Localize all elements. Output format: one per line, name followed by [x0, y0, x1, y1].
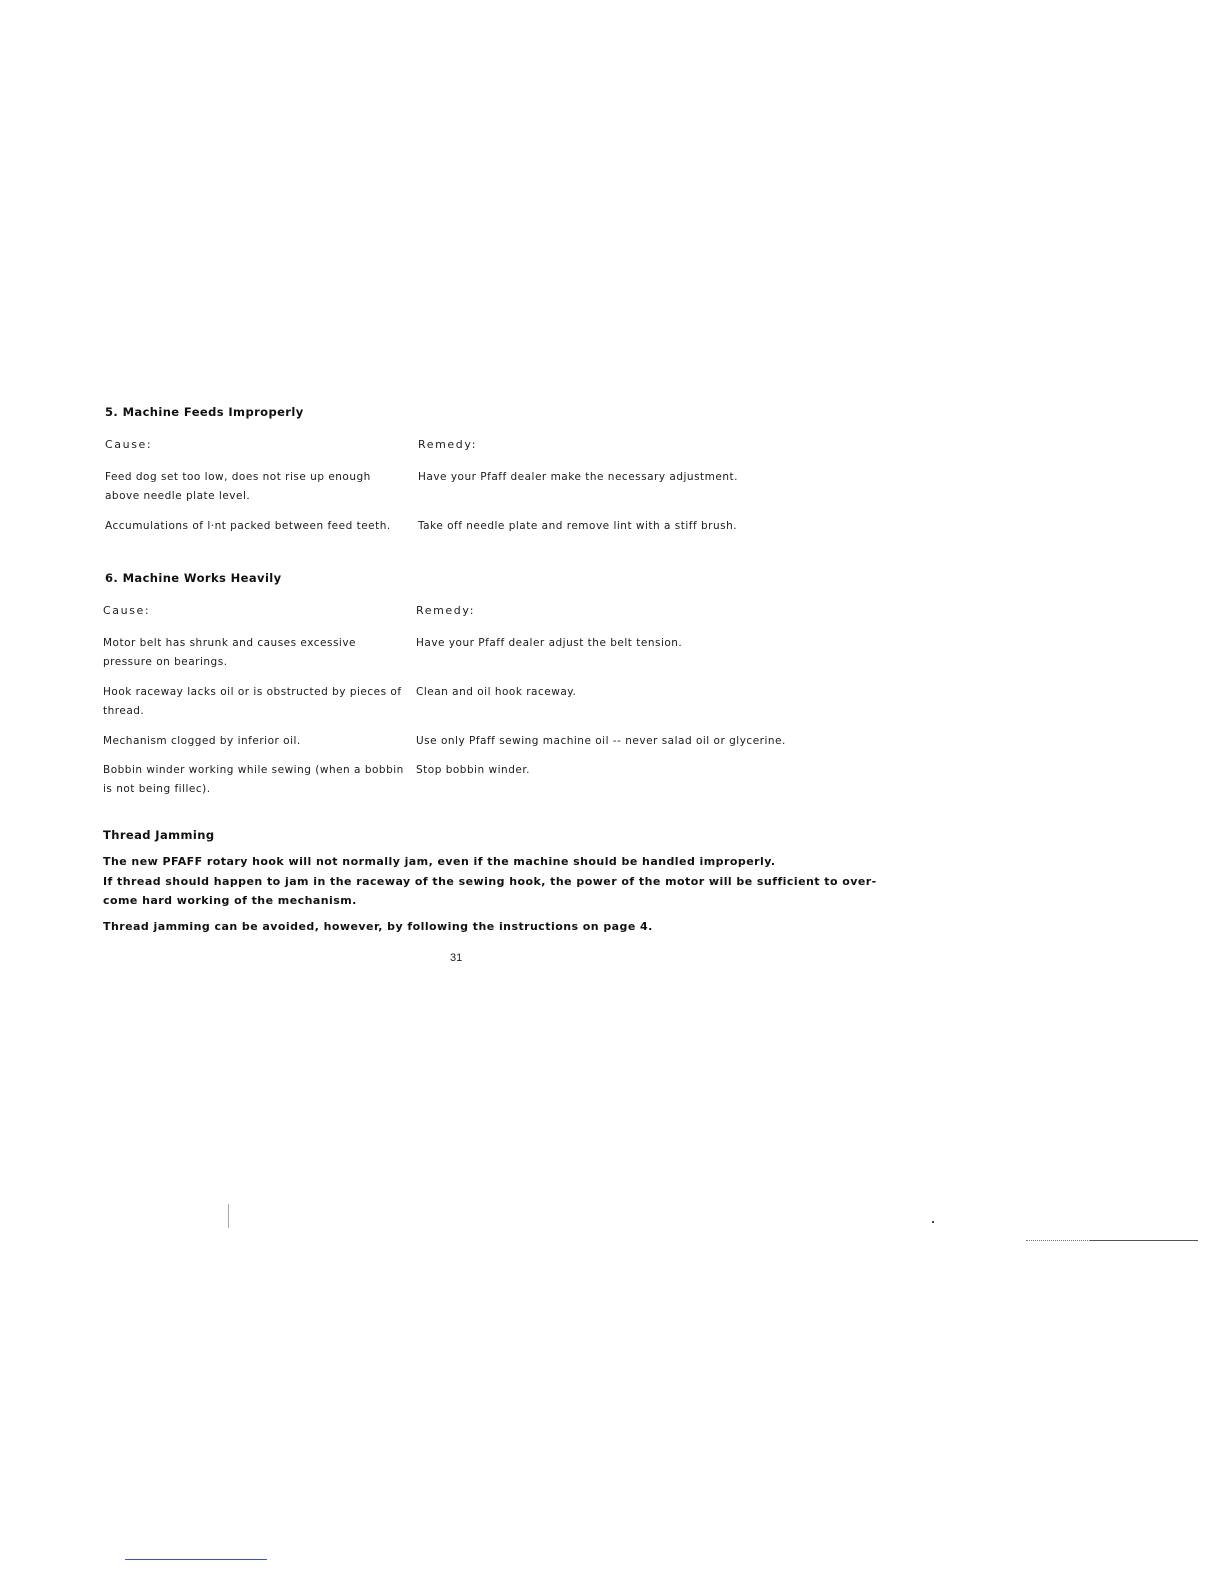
thread-jamming-line-4: Thread jamming can be avoided, however, by following the instructions on page 4.	[103, 920, 653, 933]
scan-speck	[932, 1221, 934, 1223]
thread-jamming-line-3: come hard working of the mechanism.	[103, 894, 357, 907]
section-5-cause-1: Feed dog set too low, does not rise up enough above needle plate level.	[105, 471, 371, 502]
thread-jamming-line-1: The new PFAFF rotary hook will not normally jam, even if the machine should be handled improperly.	[103, 855, 776, 868]
page-number: 31	[450, 952, 463, 964]
section-5-remedy-2: Take off needle plate and remove lint with a stiff brush.	[418, 520, 738, 532]
section-6-remedy-2: Clean and oil hook raceway.	[416, 686, 577, 698]
section-6-remedy-1: Have your Pfaff dealer adjust the belt tension.	[416, 637, 683, 649]
thread-jamming-title: Thread Jamming	[103, 828, 215, 842]
section-6-remedy-header: Remedy:	[416, 604, 475, 617]
scan-rule-bottom	[125, 1559, 267, 1560]
section-6-cause-3: Mechanism clogged by inferior oil.	[103, 735, 301, 747]
section-5-remedy-header: Remedy:	[418, 438, 477, 451]
thread-jamming-line-2: If thread should happen to jam in the raceway of the sewing hook, the power of the motor will be sufficient to over-	[103, 875, 877, 888]
scan-rule-right-solid	[1090, 1240, 1198, 1241]
section-5-cause-2: Accumulations of l·nt packed between feed teeth.	[105, 520, 391, 532]
section-5-remedy-1: Have your Pfaff dealer make the necessary adjustment.	[418, 471, 738, 483]
section-6-remedy-3: Use only Pfaff sewing machine oil -- never salad oil or glycerine.	[416, 735, 786, 747]
section-6-title: 6. Machine Works Heavily	[105, 571, 282, 585]
section-6-cause-4: Bobbin winder working while sewing (when a bobbin is not being fillec).	[103, 764, 404, 795]
section-6-cause-header: Cause:	[103, 604, 151, 617]
scan-speck-vertical	[228, 1204, 229, 1228]
section-6-remedy-4: Stop bobbin winder.	[416, 764, 531, 776]
section-5-title: 5. Machine Feeds Improperly	[105, 405, 304, 419]
section-6-cause-2: Hook raceway lacks oil or is obstructed by pieces of thread.	[103, 686, 402, 717]
section-5-cause-header: Cause:	[105, 438, 153, 451]
section-6-cause-1: Motor belt has shrunk and causes excessive pressure on bearings.	[103, 637, 357, 668]
